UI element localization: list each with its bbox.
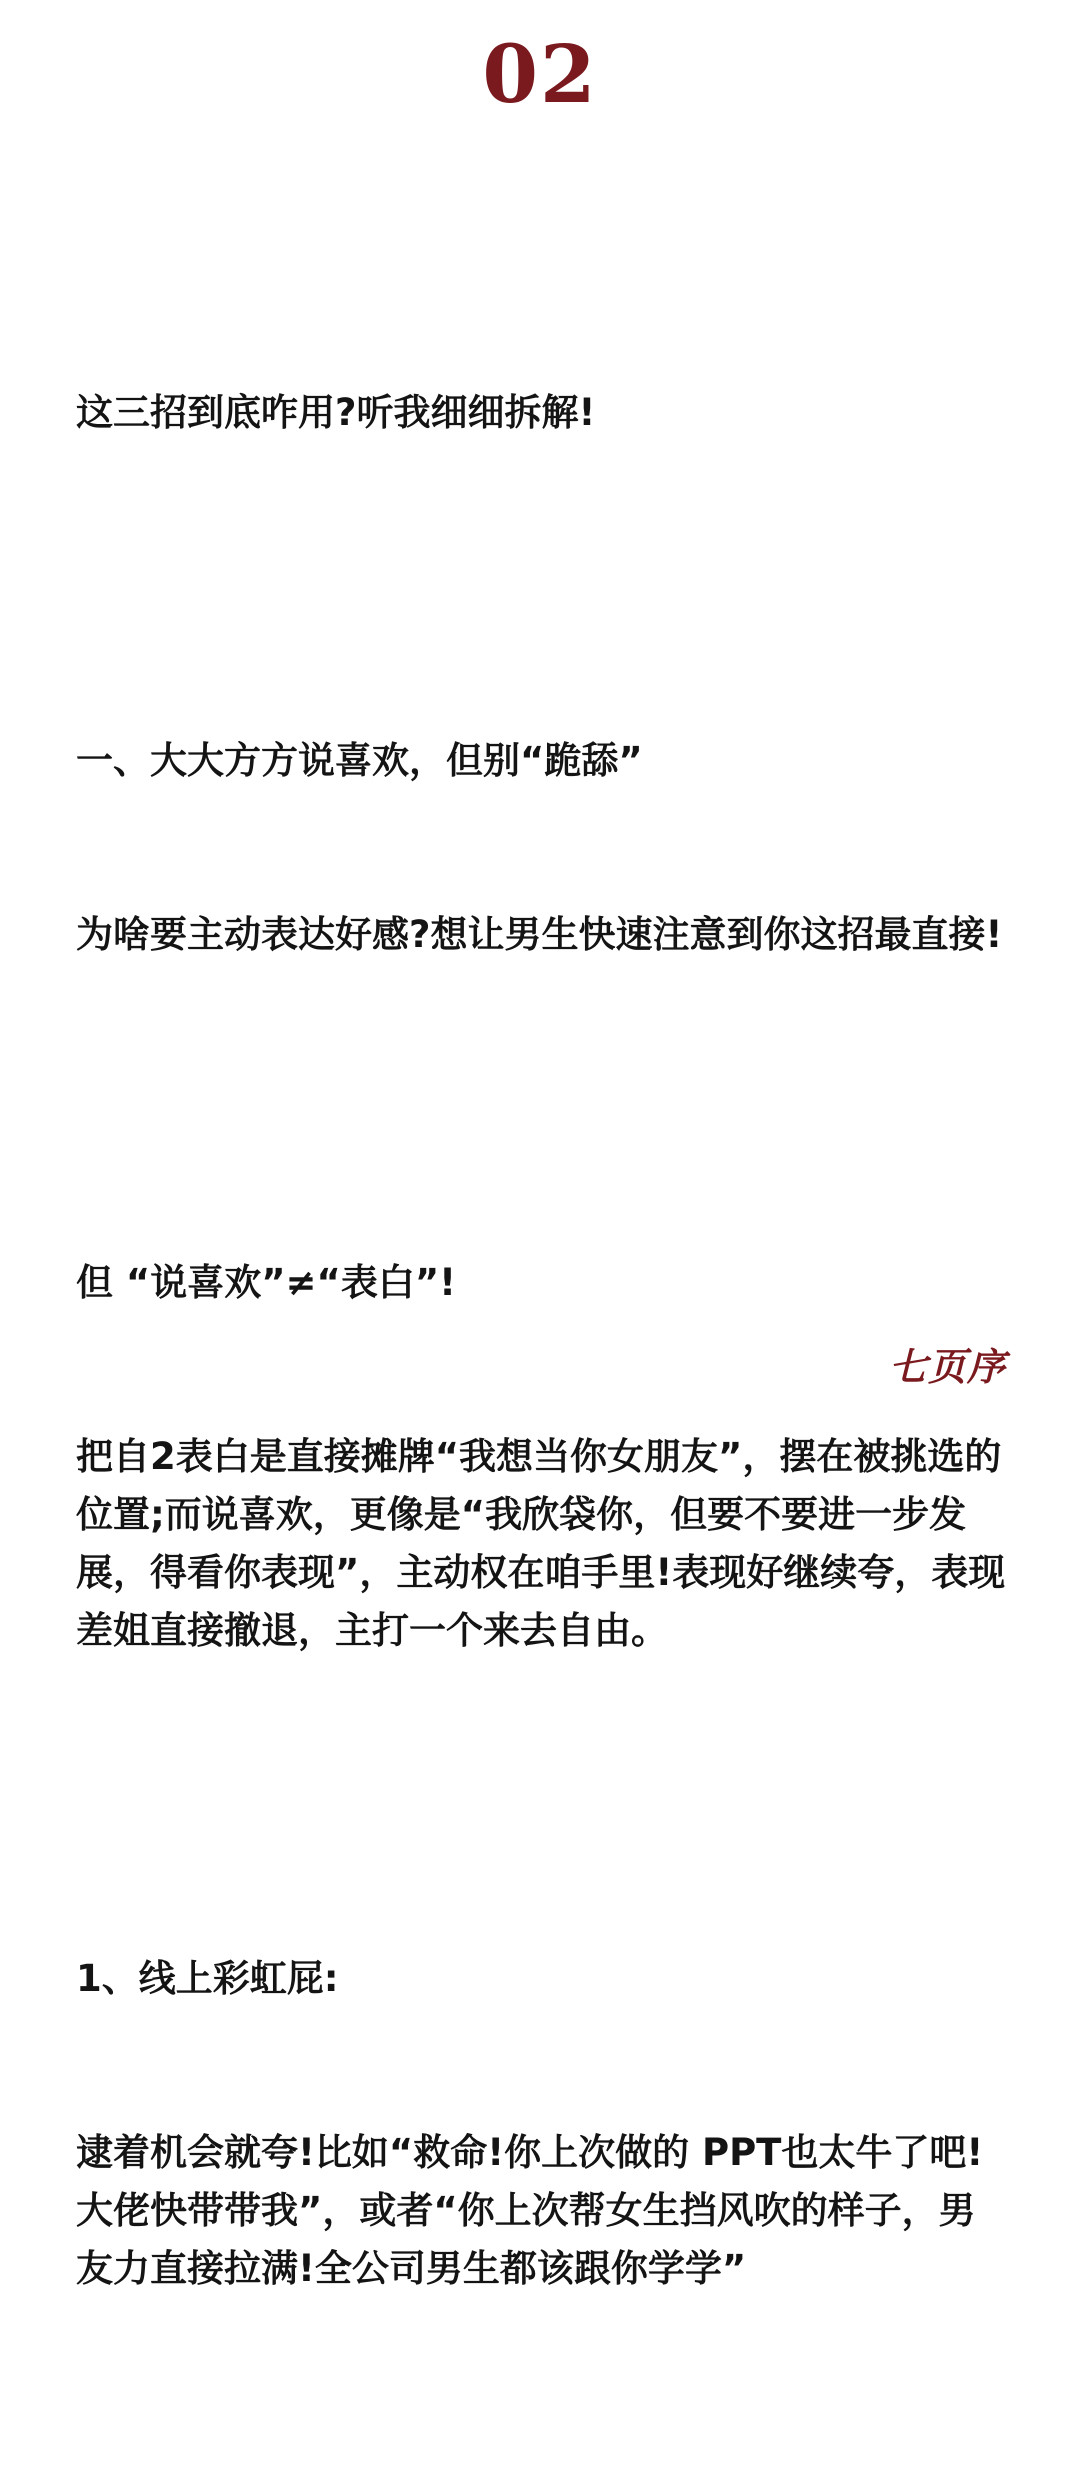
paragraph-explanation (76, 1138, 1012, 1776)
tip-heading: 1、线上彩虹屁: (76, 1957, 339, 2000)
paragraph-section-one (76, 616, 1012, 1080)
explanation-heading: 但 “说喜欢”≠“表白”! (76, 1261, 457, 1304)
explanation-body: 把自2表白是直接摊牌“我想当你女朋友”，摆在被挑选的位置;而说喜欢，更像是“我欣袋你，但要不要进一步发展，得看你表现”，主动权在咱手里!表现好继续夸，表现差姐直接撤退，主打一个来去自由。 (76, 1435, 1006, 1652)
section-heading: 一、大大方方说喜欢，但别“跪舔” (76, 739, 643, 782)
section-body: 为啥要主动表达好感?想让男生快速注意到你这招最直接! (76, 913, 1003, 956)
paragraph-intro (76, 268, 1012, 558)
author-signature: 七页序 (888, 1344, 1006, 1389)
tip-body: 逮着机会就夸!比如“救命!你上次做的 PPT也太牛了吧!大佬快带带我”，或者“你上次帮女生挡风吹的样子，男友力直接拉满!全公司男生都该跟你学学” (76, 2131, 984, 2290)
article-body (76, 268, 1012, 2472)
page-number: 02 (482, 27, 598, 121)
intro-line: 这三招到底咋用?听我细细拆解! (76, 391, 596, 434)
paragraph-tip-one (76, 1834, 1012, 2414)
